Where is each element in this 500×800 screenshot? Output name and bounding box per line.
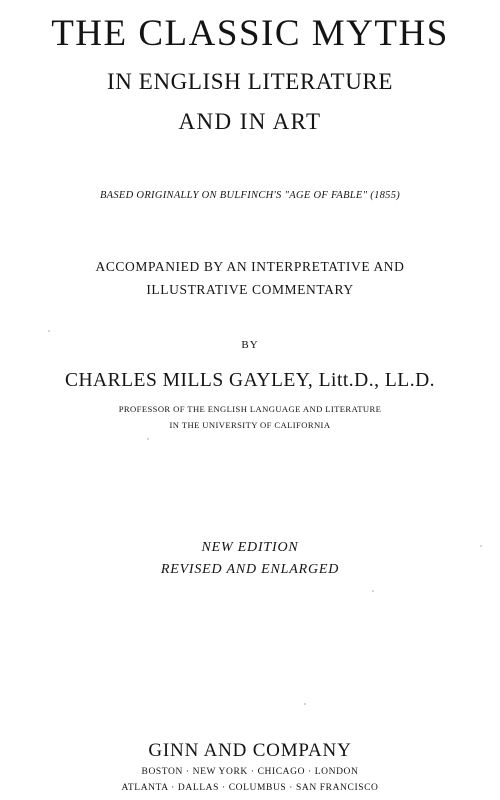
scan-speck — [147, 438, 149, 440]
book-title-line-3: AND IN ART — [178, 109, 322, 134]
author-line — [0, 370, 500, 392]
commentary-line-1: ACCOMPANIED BY AN INTERPRETATIVE AND — [95, 259, 405, 274]
scan-speck — [480, 545, 482, 547]
author-degrees: Litt.D., LL.D. — [318, 370, 436, 391]
scan-speck — [304, 703, 306, 705]
publisher-cities-line-2: ATLANTA · DALLAS · COLUMBUS · SAN FRANCISCO — [121, 783, 379, 793]
based-on-note: BASED ORIGINALLY ON BULFINCH'S "AGE OF FABLE" (1855) — [99, 190, 401, 201]
affiliation-line-1: PROFESSOR OF THE ENGLISH LANGUAGE AND LITERATURE — [118, 404, 382, 414]
edition-line-2: REVISED AND ENLARGED — [160, 562, 340, 577]
publisher-cities-line-1: BOSTON · NEW YORK · CHICAGO · LONDON — [141, 767, 359, 777]
publisher-name: GINN AND COMPANY — [148, 740, 352, 761]
book-title-line-1: THE CLASSIC MYTHS — [51, 13, 449, 54]
scan-speck — [372, 590, 374, 592]
by-label: BY — [241, 339, 259, 351]
commentary-line-2: ILLUSTRATIVE COMMENTARY — [146, 282, 354, 297]
author-name: CHARLES MILLS GAYLEY, — [64, 370, 314, 391]
edition-line-1: NEW EDITION — [201, 540, 299, 555]
affiliation-line-2: IN THE UNIVERSITY OF CALIFORNIA — [169, 420, 331, 430]
scan-speck — [48, 330, 50, 332]
book-title-line-2: IN ENGLISH LITERATURE — [106, 69, 393, 94]
